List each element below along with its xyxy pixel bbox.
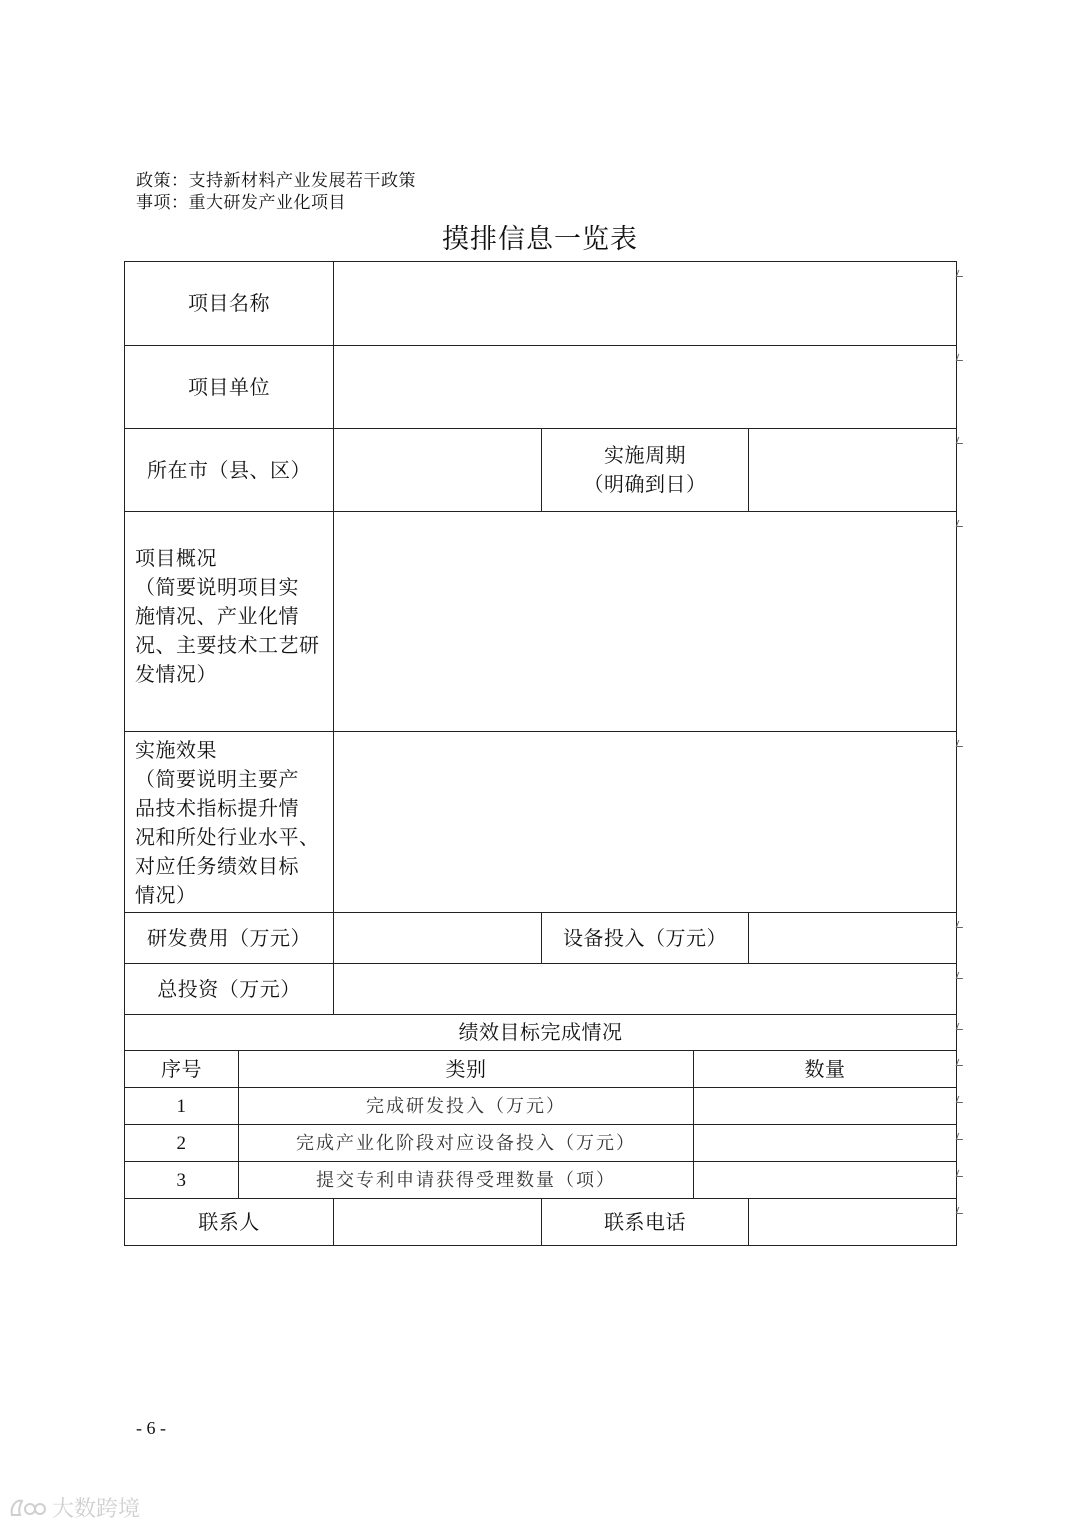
row-category: 提交专利申请获得受理数量（项）	[238, 1161, 694, 1199]
rd-cost-label: 研发费用（万元）	[124, 912, 334, 964]
paragraph-mark	[956, 740, 966, 747]
paragraph-mark	[956, 354, 966, 361]
row-no: 2	[124, 1124, 239, 1162]
contact-phone-field[interactable]	[748, 1198, 957, 1246]
paragraph-mark	[956, 520, 966, 527]
paragraph-mark	[956, 437, 966, 444]
watermark-text: 大数跨境	[52, 1497, 141, 1522]
row-no: 3	[124, 1161, 239, 1199]
equipment-field[interactable]	[748, 912, 957, 964]
row-quantity-field[interactable]	[693, 1087, 957, 1125]
city-field[interactable]	[333, 428, 542, 512]
effect-field[interactable]	[333, 731, 957, 913]
project-name-field[interactable]	[333, 261, 957, 346]
paragraph-mark	[956, 270, 966, 277]
period-field[interactable]	[748, 428, 957, 512]
col-no-header: 序号	[124, 1050, 239, 1088]
paragraph-mark	[956, 1059, 966, 1066]
city-label: 所在市（县、区）	[124, 428, 334, 512]
contact-person-field[interactable]	[333, 1198, 542, 1246]
project-name-label: 项目名称	[124, 261, 334, 346]
col-category-header: 类别	[238, 1050, 694, 1088]
matter-line: 事项：重大研发产业化项目	[136, 193, 346, 213]
row-no: 1	[124, 1087, 239, 1125]
paragraph-mark	[956, 1133, 966, 1140]
paragraph-mark	[956, 1096, 966, 1103]
total-invest-field[interactable]	[333, 963, 957, 1015]
project-unit-field[interactable]	[333, 345, 957, 429]
period-label: 实施周期 （明确到日）	[541, 428, 749, 512]
watermark-logo-icon	[8, 1495, 48, 1521]
overview-label: 项目概况 （简要说明项目实 施情况、产业化情 况、主要技术工艺研 发情况）	[124, 511, 334, 732]
contact-phone-label: 联系电话	[541, 1198, 749, 1246]
effect-label: 实施效果 （简要说明主要产 品技术指标提升情 况和所处行业水平、 对应任务绩效目标 情况）	[124, 731, 334, 913]
paragraph-mark	[956, 972, 966, 979]
document-title: 摸排信息一览表	[442, 224, 638, 255]
total-invest-label: 总投资（万元）	[124, 963, 334, 1015]
contact-person-label: 联系人	[124, 1198, 334, 1246]
row-category: 完成产业化阶段对应设备投入（万元）	[238, 1124, 694, 1162]
paragraph-mark	[956, 921, 966, 928]
paragraph-mark	[956, 1207, 966, 1214]
row-quantity-field[interactable]	[693, 1124, 957, 1162]
equipment-label: 设备投入（万元）	[541, 912, 749, 964]
watermark	[8, 1492, 140, 1523]
col-quantity-header: 数量	[693, 1050, 957, 1088]
overview-field[interactable]	[333, 511, 957, 732]
performance-title: 绩效目标完成情况	[124, 1014, 957, 1051]
paragraph-mark	[956, 1170, 966, 1177]
page-number: - 6 -	[136, 1418, 166, 1438]
paragraph-mark	[956, 1023, 966, 1030]
row-category: 完成研发投入（万元）	[238, 1087, 694, 1125]
project-unit-label: 项目单位	[124, 345, 334, 429]
row-quantity-field[interactable]	[693, 1161, 957, 1199]
rd-cost-field[interactable]	[333, 912, 542, 964]
policy-line: 政策：支持新材料产业发展若干政策	[136, 171, 416, 191]
